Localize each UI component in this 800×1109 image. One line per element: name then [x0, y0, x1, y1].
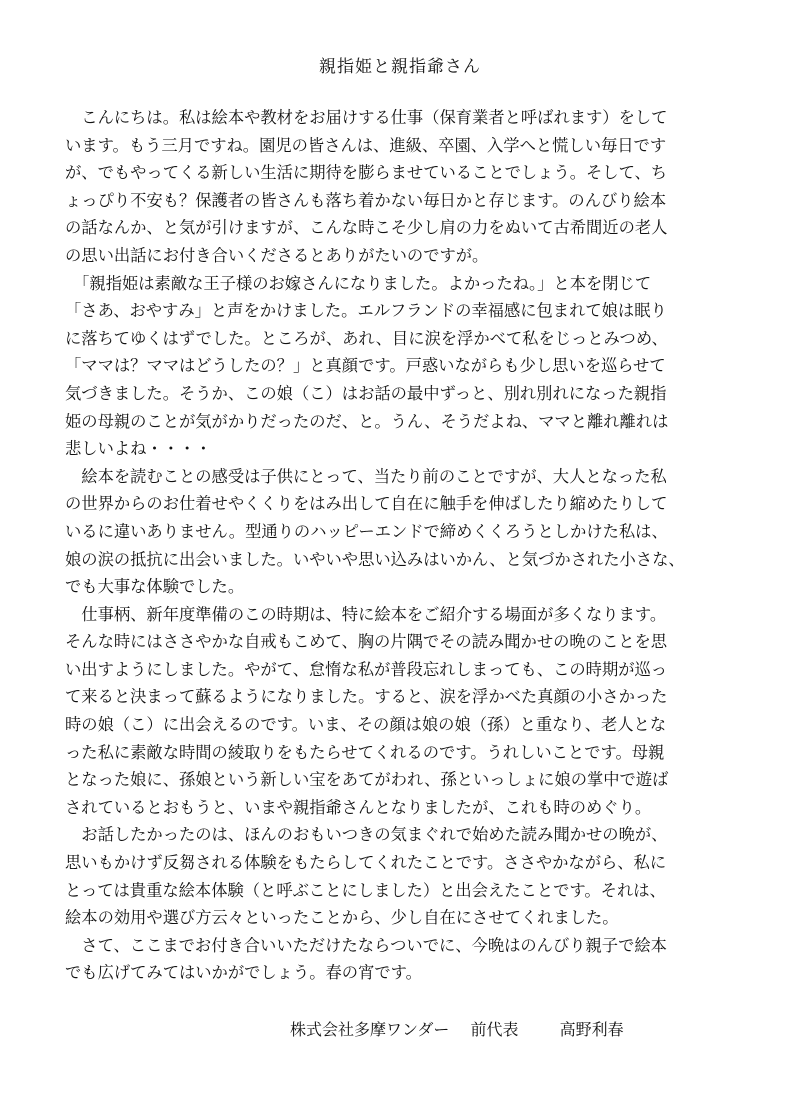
- body-line: て来ると決まって蘇るようになりました。すると、涙を浮かべた真顔の小さかった: [65, 687, 668, 707]
- body-line: の思い出話にお付き合いくださるとありがたいのですが。: [65, 245, 489, 265]
- body-line: ょっぴり不安も？保護者の皆さんも落ち着かない毎日かと存じます。のんびり絵本: [65, 190, 667, 210]
- body-line: 絵本の効用や選び方云々といったことから、少し自在にさせてくれました。: [65, 908, 619, 928]
- body-line: い出すようにしました。やがて、怠惰な私が普段忘れしまっても、この時期が巡っ: [65, 659, 668, 679]
- body-line: 悲しいよね・・・・: [65, 439, 212, 459]
- body-line: の世界からのお仕着せやくくりをはみ出して自在に触手を伸ばしたり縮めたりして: [65, 494, 668, 514]
- body-line: となった娘に、孫娘という新しい宝をあてがわれ、孫といっしょに娘の掌中で遊ば: [65, 770, 669, 790]
- body-line: こんにちは。私は絵本や教材をお届けする仕事（保育業者と呼ばれます）をして: [65, 108, 668, 127]
- body-line: 「さあ、おやすみ」と声をかけました。エルフランドの幸福感に包まれて娘は眠り: [65, 301, 667, 321]
- body-line: お話したかったのは、ほんのおもいつきの気まぐれで始めた読み聞かせの晩が、: [65, 825, 668, 845]
- body-line: さて、ここまでお付き合いいただけたならついでに、今晩はのんびり親子で絵本: [65, 935, 667, 955]
- body-line: そんな時にはささやかな自戒もこめて、胸の片隅でその読み聞かせの晩のことを思: [65, 632, 668, 652]
- body-line: 姫の母親のことが気がかりだったのだ、と。うん、そうだよね、ママと離れ離れは: [65, 411, 669, 431]
- author-role: 前代表: [470, 1020, 519, 1039]
- body-line: に落ちてゆくはずでした。ところが、あれ、目に涙を浮かべて私をじっとみつめ、: [65, 328, 668, 348]
- body-line: 気づきました。そうか、この娘（こ）はお話の最中ずっと、別れ別れになった親指: [65, 383, 667, 403]
- body-line: が、でもやってくる新しい生活に期待を膨らませていることでしょう。そして、ち: [65, 163, 668, 183]
- author-name: 高野利春: [559, 1020, 624, 1039]
- body-line: 娘の涙の抵抗に出会いました。いやいや思い込みはいかん、と気づかされた小さな、: [65, 549, 685, 569]
- body-line: でも広げてみてはいかがでしょう。春の宵です。: [65, 963, 422, 983]
- body-line: います。もう三月ですね。園児の皆さんは、進級、卒園、入学へと慌しい毎日です: [65, 135, 667, 155]
- body-line: った私に素敵な時間の綾取りをもたらせてくれるのです。うれしいことです。母親: [65, 742, 665, 762]
- document-body: [65, 104, 745, 987]
- body-line: 仕事柄、新年度準備のこの時期は、特に絵本をご紹介する場面が多くなります。: [65, 604, 667, 624]
- body-line: 時の娘（こ）に出会えるのです。いま、その顔は娘の娘（孫）と重なり、老人とな: [65, 715, 667, 735]
- body-line: の話なんか、と気が引けますが、こんな時こそ少し肩の力をぬいて古希間近の老人: [65, 218, 668, 238]
- body-line: とっては貴重な絵本体験（と呼ぶことにしました）と出会えたことです。それは、: [65, 880, 666, 900]
- body-line: 「親指姫は素敵な王子様のお嫁さんになりました。よかったね。」と本を閉じて: [65, 273, 652, 293]
- body-line: 絵本を読むことの感受は子供にとって、当たり前のことですが、大人となった私: [65, 466, 667, 486]
- document-title: 親指姫と親指爺さん: [319, 57, 481, 77]
- body-line: でも大事な体験でした。: [65, 577, 245, 597]
- body-line: 思いもかけず反芻される体験をもたらしてくれたことです。ささやかながら、私に: [65, 853, 667, 873]
- body-line: 「ママは？ママはどうしたの？」と真顔です。戸惑いながらも少し思いを巡らせて: [65, 356, 666, 376]
- signature: [290, 1017, 624, 1040]
- body-line: されているとおもうと、いまや親指爺さんとなりましたが、これも時のめぐり。: [65, 797, 652, 817]
- body-line: いるに違いありません。型通りのハッピーエンドで締めくくろうとしかけた私は、: [65, 521, 668, 541]
- company-name: 株式会社多摩ワンダー: [290, 1020, 450, 1039]
